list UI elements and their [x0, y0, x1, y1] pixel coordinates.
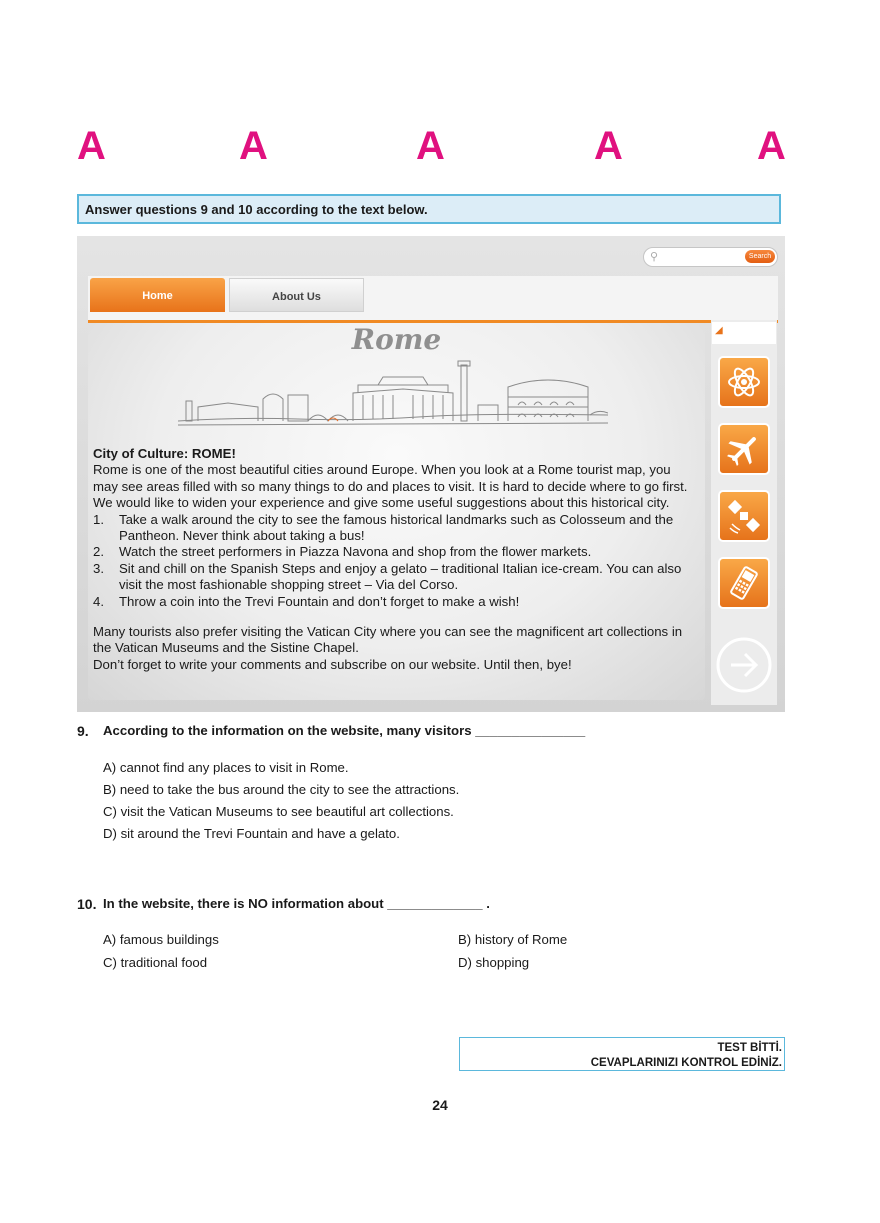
airplane-icon	[726, 431, 762, 467]
banner-title: Rome	[351, 323, 442, 356]
satellite-icon-button[interactable]	[718, 490, 770, 542]
article-outro: Many tourists also prefer visiting the Vatican City where you can see the magnificent art collections in the Vatican Museums and the Sistine Chapel.	[93, 624, 683, 656]
sidebar	[711, 320, 777, 705]
corner-mark-icon: ◢	[715, 325, 723, 336]
question-text: According to the information on the website, many visitors _______________	[103, 723, 586, 738]
search-button[interactable]: Search	[745, 250, 775, 263]
tab-about-us[interactable]: About Us	[229, 278, 364, 312]
q10-option-b[interactable]: B) history of Rome	[458, 932, 568, 947]
question-number: 9.	[77, 723, 89, 739]
rome-skyline-illustration	[178, 359, 608, 439]
list-item: 4. Throw a coin into the Trevi Fountain and don’t forget to make a wish!	[93, 593, 520, 609]
article-intro: Rome is one of the most beautiful cities around Europe. When you look at a Rome tourist map, you may see areas filled with so many things to do and places to visit. It is hard to decide where to go first. We would like to widen your experience and give some useful suggestions about this historical city.	[93, 462, 688, 511]
airplane-icon-button[interactable]	[718, 423, 770, 475]
mobile-phone-icon	[726, 565, 762, 601]
article-signoff: Don’t forget to write your comments and subscribe on our website. Until then, bye!	[93, 656, 572, 672]
booklet-letter: A	[239, 124, 268, 168]
booklet-letter: A	[594, 124, 623, 168]
booklet-letter: A	[77, 124, 106, 168]
list-item: 1. Take a walk around the city to see the famous historical landmarks such as Colosseum and the Pantheon. Never think about taking a bus!	[93, 511, 674, 544]
nav-bar	[88, 276, 778, 323]
q9-option-b[interactable]: B) need to take the bus around the city to see the attractions.	[103, 782, 460, 797]
search-input[interactable]	[643, 247, 778, 267]
article-text	[93, 446, 699, 673]
q10-option-c[interactable]: C) traditional food	[103, 955, 208, 970]
atom-icon-button[interactable]	[718, 356, 770, 408]
atom-icon	[726, 364, 762, 400]
test-end-box	[459, 1037, 785, 1071]
booklet-letter: A	[416, 124, 445, 168]
booklet-letter: A	[757, 124, 786, 168]
q9-option-a[interactable]: A) cannot find any places to visit in Rome.	[103, 760, 349, 775]
mobile-phone-icon-button[interactable]	[718, 557, 770, 609]
article-title: City of Culture: ROME!	[93, 446, 236, 461]
tab-home[interactable]: Home	[90, 278, 225, 312]
q9-option-c[interactable]: C) visit the Vatican Museums to see beautiful art collections.	[103, 804, 454, 819]
check-answers-line: CEVAPLARINIZI KONTROL EDİNİZ.	[590, 1057, 782, 1069]
article-panel	[88, 323, 705, 700]
tips-list	[93, 512, 699, 610]
search-icon: ⚲	[650, 251, 659, 263]
website-screenshot	[77, 236, 785, 712]
q10-option-a[interactable]: A) famous buildings	[103, 932, 219, 947]
next-arrow-icon[interactable]	[715, 636, 773, 694]
test-end-line: TEST BİTTİ.	[717, 1042, 782, 1054]
list-item: 3. Sit and chill on the Spanish Steps and enjoy a gelato – traditional Italian ice-cream. You can also visit the most fashionable shopping street – Via del Corso.	[93, 560, 682, 593]
q10-option-d[interactable]: D) shopping	[458, 955, 530, 970]
question-number: 10.	[77, 896, 97, 912]
satellite-icon	[726, 498, 762, 534]
list-item: 2. Watch the street performers in Piazza Navona and shop from the flower markets.	[93, 544, 592, 560]
question-text: In the website, there is NO information about _____________ .	[103, 896, 490, 911]
instruction-box: Answer questions 9 and 10 according to the text below.	[77, 194, 781, 224]
q9-option-d[interactable]: D) sit around the Trevi Fountain and have a gelato.	[103, 826, 400, 841]
page-number: 24	[432, 1097, 448, 1113]
